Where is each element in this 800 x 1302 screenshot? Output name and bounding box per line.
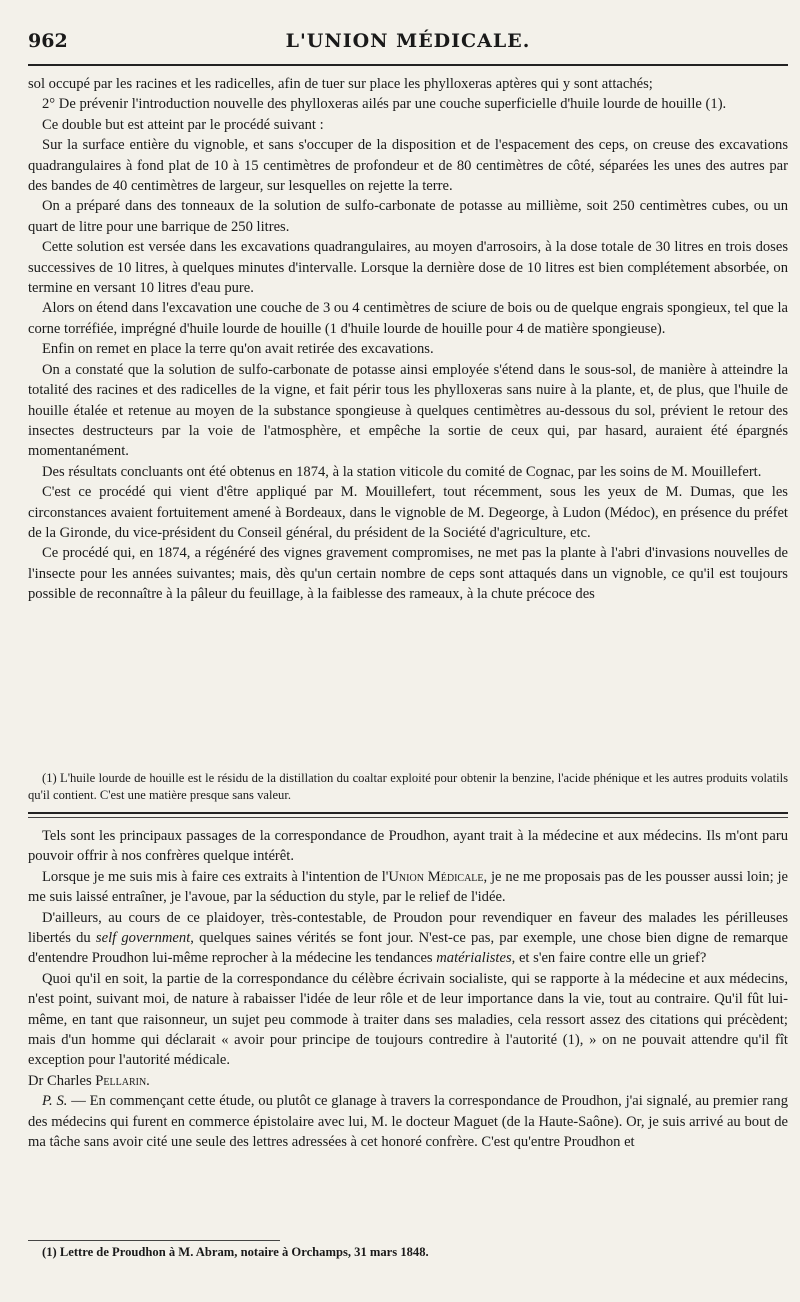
journal-title: L'UNION MÉDICALE. [285,30,531,52]
article-paragraph: Ce procédé qui, en 1874, a régénéré des vignes gravement compromises, ne met pas la plante à l'abri d'invasions nouvelles de l'insecte pour les années suivantes; mais, dès qu'un certain nombre de ceps sont attaqués dans un vignoble, ce qu'il est toujours possible de reconnaître à la pâleur du feuillage, à la faiblesse des rameaux, à la chute précoce des [28,545,788,603]
article-paragraph: Ce double but est atteint par le procédé suivant : [42,116,324,133]
article-paragraph: On a constaté que la solution de sulfo-carbonate de potasse ainsi employée s'étend dans le sous-sol, de manière à atteindre la totalité des racines et des radicelles de la vigne, et fait périr tous les phylloxeras sans nuire à la plante, et, de plus, que l'huile de houille étalée et retenue au moyen de la substance spongieuse à quelques centimètres au-dessous du sol, prévient le retour des insectes destructeurs par la voie de l'atmosphère, et empêche la sortie de ceux qui, par hasard, auraient été épargnés momentanément. [28,361,788,460]
article-footnote-text: (1) L'huile lourde de houille est le résidu de la distillation du coaltar exploité pour obtenir la benzine, l'acide phénique et les autres produits volatils qu'il contient. C'est une matière presque sans valeur. [28,771,788,802]
feuilleton-paragraph: Lorsque je me suis mis à faire ces extraits à l'intention de l'Union Médicale, je ne me proposais pas de les pousser aussi loin; je me suis laissé entraîner, je l'avoue, par la séduction du style, par le relief de l'idée. [28,868,788,906]
journal-name: Union Médicale [388,868,484,885]
article-body [28,74,788,605]
article-paragraph: Enfin on remet en place la terre qu'on avait retirée des excavations. [42,341,434,358]
feuilleton-body [28,826,788,1153]
signature: Dr Charles Pellarin. [28,1072,150,1089]
article-footnote [28,770,788,804]
feuilleton-footnote-text: (1) Lettre de Proudhon à M. Abram, notaire à Orchamps, 31 mars 1848. [42,1245,429,1259]
feuilleton-footnote [28,1244,788,1261]
feuilleton-paragraph: Quoi qu'il en soit, la partie de la correspondance du célèbre écrivain socialiste, qui se rapporte à la médecine et aux médecins, n'est point, suivant moi, de nature à rabaisser l'idée de leur rôle et de leur importance dans la vie, tout au contraire. Qu'il fût lui-même, en tant que raisonneur, un sujet peu commode à traiter dans ses maladies, cela ressort assez des citations qui précèdent; mais d'un homme qui déclarait « avoir pour principe de toujours contredire à l'autorité (1), » on ne pouvait attendre qu'il fît exception pour l'autorité médicale. [28,970,788,1069]
article-paragraph: sol occupé par les racines et les radicelles, afin de tuer sur place les phylloxeras aptères qui y sont attachés; [28,76,653,92]
page-number: 962 [28,30,68,52]
header-rule [28,64,788,66]
feuilleton-rule-bottom [28,817,788,818]
article-paragraph: On a préparé dans des tonneaux de la solution de sulfo-carbonate de potasse au millième, soit 250 centimètres cubes, ou un quart de litre pour une barrique de 250 litres. [28,198,788,235]
page-header [28,30,788,60]
footnote-rule [28,1240,280,1241]
article-paragraph: 2° De prévenir l'introduction nouvelle des phylloxeras ailés par une couche superficielle d'huile lourde de houille (1). [42,96,727,113]
article-paragraph: Des résultats concluants ont été obtenus en 1874, à la station viticole du comité de Cognac, par les soins de M. Mouillefert. [42,463,762,480]
postscript-paragraph: P. S. — En commençant cette étude, ou plutôt ce glanage à travers la correspondance de Proudhon, j'ai signalé, au premier rang des médecins qui furent en commerce épistolaire avec lui, M. le docteur Maguet (de la Haute-Saône). Or, je suis arrivé au bout de ma tâche sans avoir cité une seule des lettres adressées à cet honoré confrère. C'est qu'entre Proudhon et [28,1093,788,1151]
article-paragraph: Sur la surface entière du vignoble, et sans s'occuper de la disposition et de l'espacement des ceps, on creuse des excavations quadrangulaires à fond plat de 10 à 15 centimètres de profondeur et de 80 centimètres de côté, séparées les unes des autres par des bandes de 40 centimètres de largeur, sur lesquelles on rejette la terre. [28,137,788,195]
feuilleton-rule-top [28,812,788,814]
feuilleton-paragraph: Tels sont les principaux passages de la correspondance de Proudhon, ayant trait à la médecine et aux médecins. Ils m'ont paru pouvoir offrir à nos confrères quelque intérêt. [28,828,788,865]
feuilleton-paragraph: D'ailleurs, au cours de ce plaidoyer, très-contestable, de Proudon pour revendiquer en faveur des malades les périlleuses libertés du self government, quelques saines vérités se font jour. N'est-ce pas, par exemple, une chose bien digne de remarque d'entendre Proudhon lui-même reprocher à la médecine les tendances matérialistes, et s'en faire contre elle un grief? [28,909,788,967]
article-paragraph: C'est ce procédé qui vient d'être appliqué par M. Mouillefert, tout récemment, sous les yeux de M. Dumas, que les circonstances avaient fortuitement amené à Bordeaux, dans le vignoble de M. Degeorge, à Ludon (Médoc), en présence du préfet de la Gironde, du vice-président du Conseil général, du président de la Société d'agriculture, etc. [28,484,788,541]
article-paragraph: Cette solution est versée dans les excavations quadrangulaires, au moyen d'arrosoirs, à la dose totale de 30 litres en trois doses successives de 10 litres, à quelques minutes d'intervalle. Lorsque la dernière dose de 10 litres est bien complétement absorbée, on termine en versant 10 litres d'eau pure. [28,239,788,297]
article-paragraph: Alors on étend dans l'excavation une couche de 3 ou 4 centimètres de sciure de bois ou de quelque engrais spongieux, tel que la corne torréfiée, imprégné d'huile lourde de houille (1 d'huile lourde de houille pour 4 de matière spongieuse). [28,300,788,337]
